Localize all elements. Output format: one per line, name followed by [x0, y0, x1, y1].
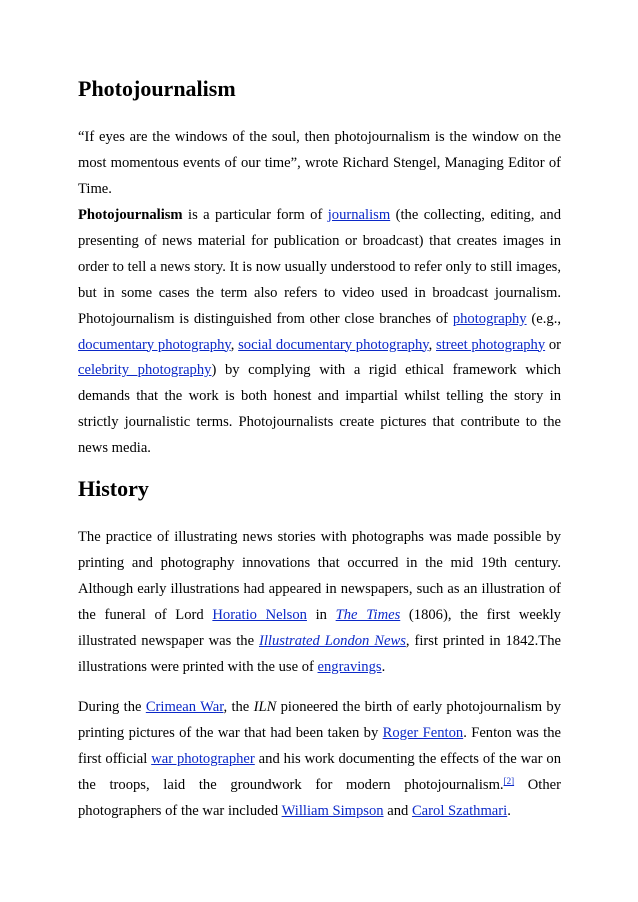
link-journalism[interactable]: journalism — [327, 207, 391, 223]
link-photography[interactable]: photography — [452, 310, 527, 327]
link-street-photography[interactable]: street photography — [436, 336, 546, 353]
intro-term: Photojournalism — [78, 207, 183, 223]
link-illustrated-london-news[interactable]: Illustrated London News — [259, 632, 406, 649]
link-social-documentary-photography[interactable]: social documentary photography — [238, 336, 429, 353]
iln-abbreviation: ILN — [253, 699, 277, 715]
quote-paragraph: “If eyes are the windows of the soul, then photojournalism is the window on the most momentous events of our time”, wrote Richard Stengel, Managing Editor of Time. — [78, 129, 561, 197]
page-title: Photojournalism — [78, 76, 236, 101]
history-paragraph-1: The practice of illustrating news stories with photographs was made possible by printing and photography innovations that occurred in the mid 19th century. Although early illustrations had appeared in newspapers, such as an illustration of the funeral of Lord Horatio Nelson in The Times (1806), the first weekly illustrated newspaper was the Illustrated London News, first printed in 1842.The illustrations were printed with the use of engravings. — [78, 529, 561, 675]
link-war-photographer[interactable]: war photographer — [151, 750, 255, 767]
link-roger-fenton[interactable]: Roger Fenton — [382, 724, 464, 741]
reference-link[interactable]: [2] — [503, 775, 515, 786]
history-heading: History — [78, 476, 149, 501]
link-carol-szathmari[interactable]: Carol Szathmari — [411, 802, 508, 819]
link-celebrity-photography[interactable]: celebrity photography — [78, 362, 212, 379]
intro-paragraph: Photojournalism is a particular form of journalism (the collecting, editing, and presenting of news material for publication or broadcast) that creates images in order to tell a news story. It is now usually understood to refer only to still images, but in some cases the term also refers to video used in broadcast journalism. Photojournalism is distinguished from other close branches of photography (e.g., documentary photography, social documentary photography, street photography or celebrity photography) by complying with a rigid ethical framework which demands that the work is both honest and impartial whilst telling the story in strictly journalistic terms. Photojournalists create pictures that contribute to the news media. — [78, 207, 562, 457]
link-the-times[interactable]: The Times — [335, 606, 401, 623]
link-william-simpson[interactable]: William Simpson — [281, 802, 384, 819]
link-crimean-war[interactable]: Crimean War — [145, 699, 224, 715]
link-engravings[interactable]: engravings — [317, 658, 382, 675]
link-horatio-nelson[interactable]: Horatio Nelson — [212, 606, 307, 623]
history-paragraph-2: During the Crimean War, the ILN pioneered the birth of early photojournalism by printing pictures of the war that had been taken by Roger Fenton. Fenton was the first official war photographer and his work documenting the effects of the war on the troops, laid the groundwork for modern photojournalism.[2] Other photographers of the war included William Simpson and Carol Szathmari. — [78, 699, 562, 819]
link-documentary-photography[interactable]: documentary photography — [78, 336, 231, 353]
